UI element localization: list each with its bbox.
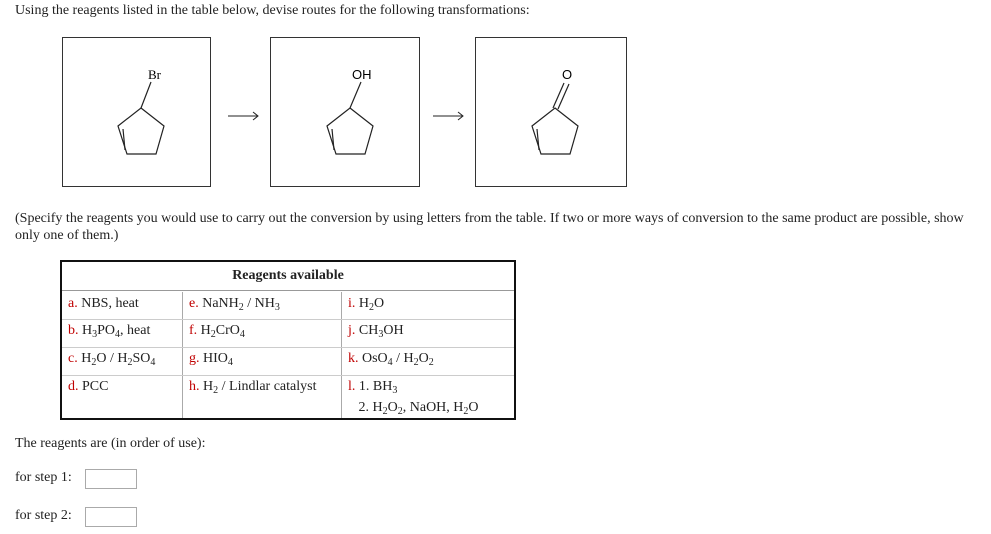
reagent-text: NBS, heat (81, 296, 139, 311)
reagent-letter: g. (189, 351, 203, 366)
reagent-g (183, 350, 233, 371)
hydroxyl-label: OH (352, 67, 372, 82)
reagent-text: NaNH$_2$ / $NH_3$ (202, 296, 280, 313)
reagent-a (62, 295, 139, 312)
reagent-text: 1. $BH_3$ 2. $H_2O_2$, NaOH, $H_2O$ (348, 379, 479, 417)
reagent-letter: d. (68, 379, 82, 394)
reagent-i (342, 295, 384, 316)
reagent-letter: k. (348, 351, 362, 366)
reagent-b (62, 322, 150, 343)
reagent-f (183, 322, 245, 343)
bromine-label: Br (148, 67, 161, 82)
reagent-l (342, 378, 479, 420)
question-text: Using the reagents listed in the table below, devise routes for the following transformations: (15, 3, 530, 18)
step-2-label: for step 2: (15, 508, 72, 523)
reagent-letter: l. (348, 379, 359, 394)
reagent-h (183, 378, 316, 399)
answer-intro: The reagents are (in order of use): (15, 436, 206, 451)
molecule-middle-box (270, 37, 420, 187)
reagent-letter: j. (348, 323, 359, 338)
reagent-letter: a. (68, 296, 82, 311)
oxygen-label: O (562, 67, 573, 82)
reagent-text: $OsO_4 / H_2O_2$ (362, 351, 434, 368)
reagent-text: $HIO_4$ (203, 351, 233, 368)
reagent-e (183, 295, 280, 316)
molecule-start-box (62, 37, 211, 187)
reagent-letter: i. (348, 296, 359, 311)
molecule-middle-structure (271, 38, 421, 188)
reagent-k (342, 350, 434, 371)
step-1-label: for step 1: (15, 470, 72, 485)
reagent-letter: b. (68, 323, 82, 338)
reagent-letter: e. (189, 296, 203, 311)
molecule-start-structure (63, 38, 212, 188)
instruction-text: (Specify the reagents you would use to carry out the conversion by using letters from the table. If two or more ways of conversion to the same product are possible, show only one of them.) (15, 211, 964, 243)
reagent-d (62, 378, 108, 395)
reagent-letter: f. (189, 323, 201, 338)
reagent-text: $H_2CrO_4$ (200, 323, 245, 340)
reagent-text: $H_2O / H_2SO_4$ (81, 351, 156, 368)
reagent-text: $CH_3OH$ (358, 323, 404, 340)
reagent-j (342, 322, 404, 343)
step-1-input[interactable] (85, 469, 137, 489)
reagent-text: $H_3PO_4$, heat (82, 323, 151, 340)
reagent-text: $H_2$ / Lindlar catalyst (203, 379, 317, 396)
reagent-table-header: Reagents available (62, 262, 514, 291)
reagent-text: PCC (82, 379, 109, 394)
molecule-end-structure (476, 38, 628, 188)
reagent-letter: c. (68, 351, 82, 366)
reagent-c (62, 350, 155, 371)
step-2-input[interactable] (85, 507, 137, 527)
reagent-table (60, 260, 516, 420)
molecule-end-box (475, 37, 627, 187)
reagent-text: $H_2O$ (358, 296, 385, 313)
reagent-letter: h. (189, 379, 203, 394)
